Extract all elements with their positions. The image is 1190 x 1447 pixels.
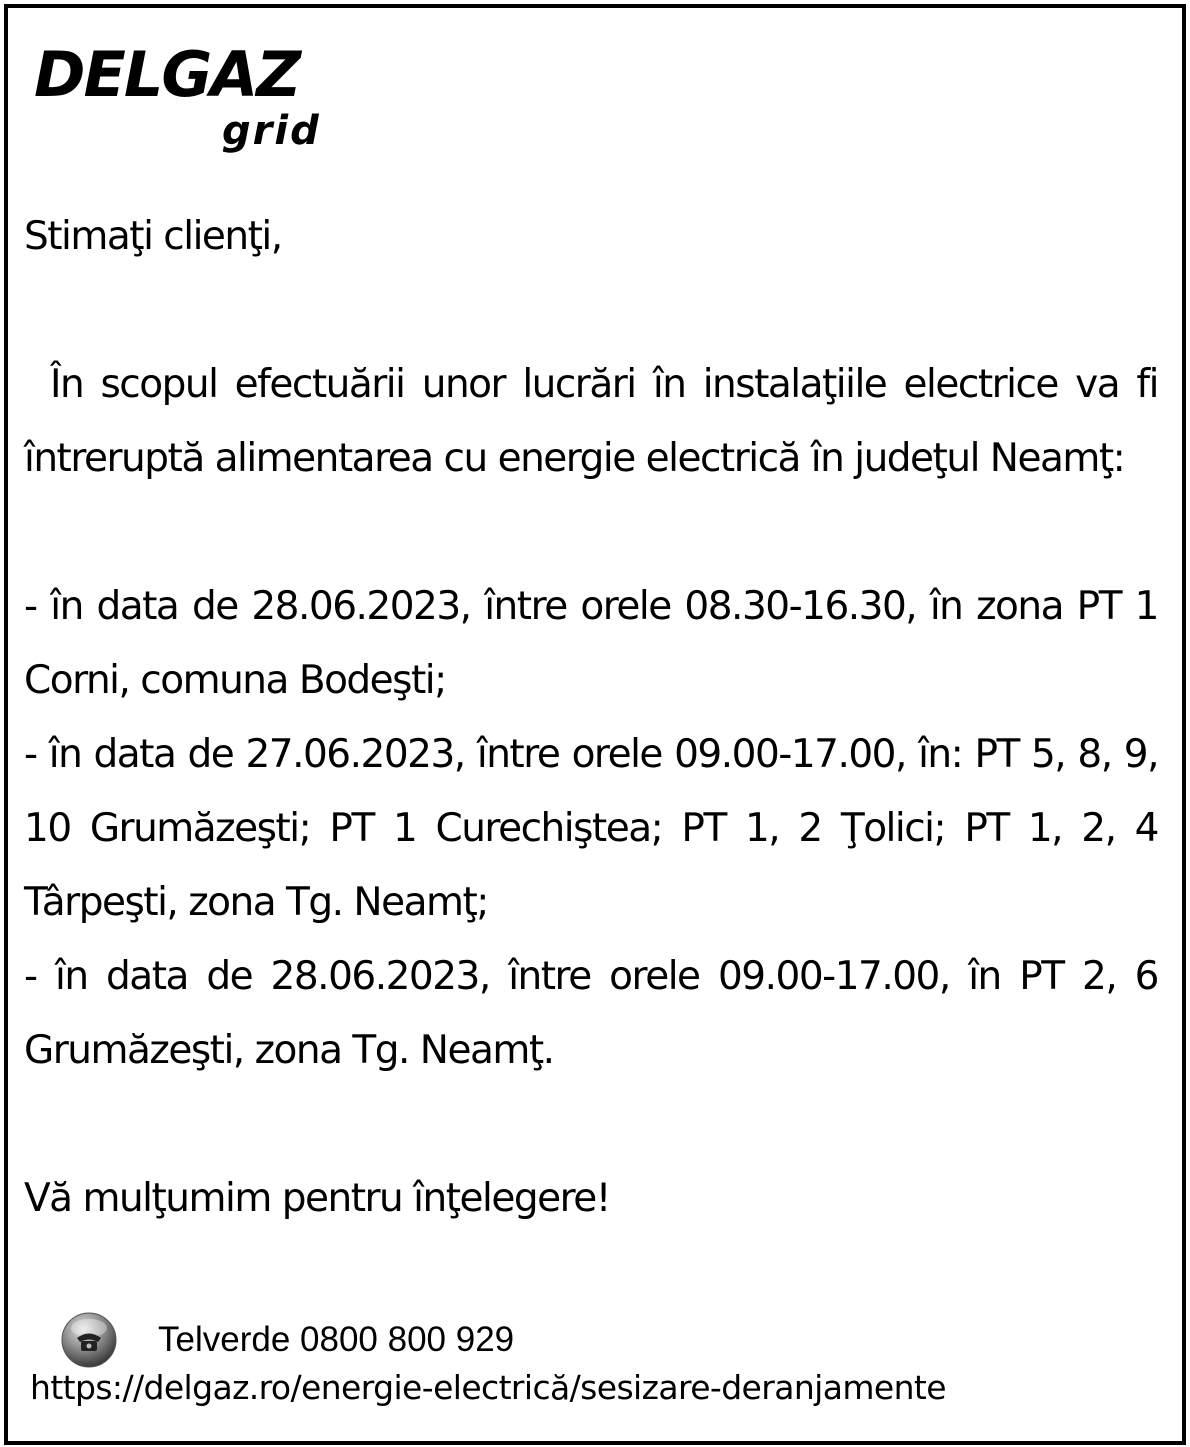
logo-subtitle: grid — [222, 108, 321, 154]
delgaz-grid-logo — [32, 32, 362, 162]
phone-icon — [60, 1311, 118, 1369]
intro-text: În scopul efectuării unor lucrări în instalaţiile electrice va fi întreruptă alimentarea cu energie electrică în judeţul Neamţ: — [24, 362, 1158, 481]
notice-body — [24, 200, 1158, 1275]
list-item: - în data de 28.06.2023, între orele 09.00-17.00, în PT 2, 6 Grumăzeşti, zona Tg. Neamţ. — [24, 954, 1158, 1073]
list-item: - în data de 28.06.2023, între orele 08.30-16.30, în zona PT 1 Corni, comuna Bodeşti; — [24, 584, 1158, 703]
list-item: - în data de 27.06.2023, între orele 09.00-17.00, în: PT 5, 8, 9, 10 Grumăzeşti; PT 1 Curechiştea; PT 1, 2 Ţolici; PT 1, 2, 4 Târpeşti, zona Tg. Neamţ; — [24, 732, 1158, 925]
greeting: Stimaţi clienţi, — [24, 214, 282, 259]
logo-wordmark: DELGAZ — [34, 38, 300, 111]
phone-number: Telverde 0800 800 929 — [158, 1320, 515, 1359]
report-url[interactable]: https://delgaz.ro/energie-electrică/sesizare-deranjamente — [30, 1368, 946, 1407]
intro-paragraph — [24, 348, 1158, 496]
thanks-line: Vă mulţumim pentru înţelegere! — [24, 1176, 610, 1221]
interruption-list — [24, 570, 1158, 1088]
contact-line — [60, 1310, 514, 1370]
